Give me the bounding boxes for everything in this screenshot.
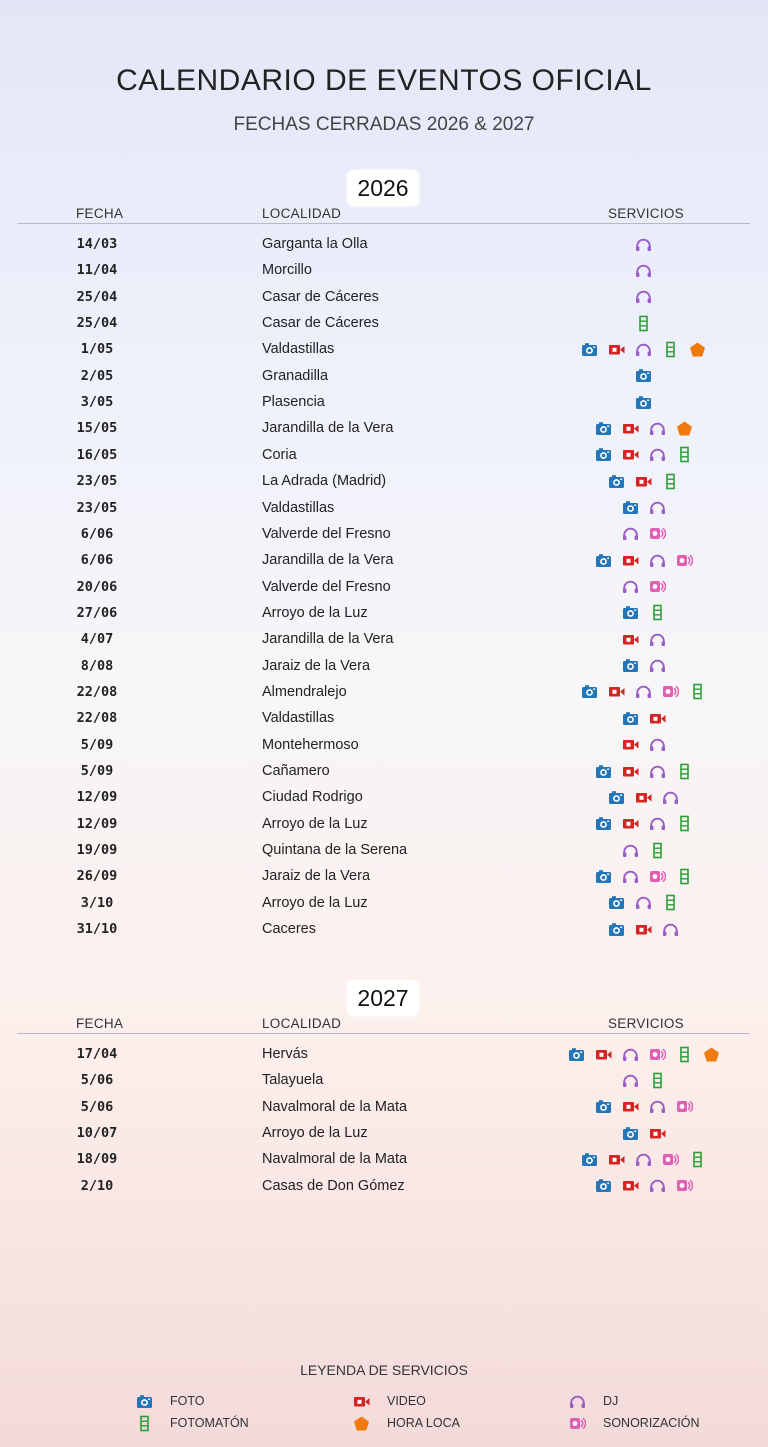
event-date: 23/05 <box>76 499 118 516</box>
event-row <box>0 496 768 522</box>
legend-label: SONORIZACIÓN <box>603 1416 700 1430</box>
event-row <box>0 469 768 495</box>
event-date: 5/06 <box>80 1072 114 1089</box>
camera-icon <box>581 341 598 358</box>
speaker-icon <box>649 1046 666 1063</box>
speaker-icon <box>676 1177 693 1194</box>
camera-icon <box>608 894 625 911</box>
headphones-icon <box>662 789 679 806</box>
legend-label: DJ <box>603 1394 619 1408</box>
event-services <box>540 761 747 781</box>
legend-label: FOTOMATÓN <box>170 1416 249 1430</box>
headphones-icon <box>649 1177 666 1194</box>
event-place: Jarandilla de la Vera <box>262 631 394 648</box>
event-services <box>540 313 747 333</box>
video-camera-icon <box>649 1125 666 1142</box>
event-place: Caceres <box>262 921 316 938</box>
event-services <box>540 498 747 518</box>
event-services <box>540 682 747 702</box>
headphones-icon <box>649 657 666 674</box>
event-row <box>0 680 768 706</box>
event-place: Valdastillas <box>262 710 335 727</box>
event-place: Valverde del Fresno <box>262 525 391 542</box>
event-place: Jaraiz de la Vera <box>262 657 371 674</box>
headphones-icon <box>662 921 679 938</box>
event-place: Talayuela <box>262 1072 324 1089</box>
video-camera-icon <box>622 420 639 437</box>
photo-strip-icon <box>649 1072 666 1089</box>
headphones-icon <box>622 1046 639 1063</box>
event-services <box>540 260 747 280</box>
photo-strip-icon <box>662 894 679 911</box>
pentagon-icon <box>689 341 706 358</box>
camera-icon <box>622 657 639 674</box>
event-row <box>0 733 768 759</box>
video-camera-icon <box>622 446 639 463</box>
video-camera-icon <box>353 1393 370 1410</box>
event-row <box>0 706 768 732</box>
headphones-icon <box>635 683 652 700</box>
event-place: Arroyo de la Luz <box>262 815 368 832</box>
camera-icon <box>595 1098 612 1115</box>
camera-icon <box>581 683 598 700</box>
event-date: 11/04 <box>76 262 118 279</box>
headphones-icon <box>622 842 639 859</box>
photo-strip-icon <box>635 315 652 332</box>
event-date: 12/09 <box>76 789 118 806</box>
event-services <box>540 524 747 544</box>
event-row <box>0 785 768 811</box>
photo-strip-icon <box>689 1151 706 1168</box>
headphones-icon <box>649 736 666 753</box>
event-place: Garganta la Olla <box>262 236 368 252</box>
column-header-fecha: FECHA <box>76 206 124 221</box>
camera-icon <box>595 868 612 885</box>
event-date: 23/05 <box>76 473 118 490</box>
event-row <box>0 416 768 442</box>
headphones-icon <box>635 262 652 279</box>
column-header-fecha: FECHA <box>76 1016 124 1031</box>
video-camera-icon <box>622 763 639 780</box>
speaker-icon <box>662 683 679 700</box>
event-place: La Adrada (Madrid) <box>262 473 387 490</box>
video-camera-icon <box>622 815 639 832</box>
event-services <box>540 392 747 412</box>
headphones-icon <box>649 499 666 516</box>
event-place: Morcillo <box>262 262 312 279</box>
event-date: 22/08 <box>76 710 118 727</box>
legend-label: VIDEO <box>387 1394 426 1408</box>
event-date: 27/06 <box>76 604 118 621</box>
event-date: 19/09 <box>76 842 118 859</box>
event-date: 16/05 <box>76 446 118 463</box>
event-place: Cañamero <box>262 763 330 779</box>
camera-icon <box>581 1151 598 1168</box>
event-date: 18/09 <box>76 1151 118 1168</box>
event-row <box>0 390 768 416</box>
event-services <box>540 893 747 913</box>
event-services <box>540 418 747 438</box>
headphones-icon <box>649 420 666 437</box>
video-camera-icon <box>622 552 639 569</box>
event-date: 31/10 <box>76 921 118 938</box>
event-place: Valdastillas <box>262 499 335 516</box>
photo-strip-icon <box>649 604 666 621</box>
event-row <box>0 258 768 284</box>
event-date: 25/04 <box>76 288 118 305</box>
event-date: 2/10 <box>80 1177 114 1194</box>
event-row <box>0 575 768 601</box>
event-row <box>0 232 768 258</box>
camera-icon <box>608 921 625 938</box>
event-services <box>540 840 747 860</box>
speaker-icon <box>649 578 666 595</box>
event-place: Montehermoso <box>262 736 359 753</box>
event-place: Arroyo de la Luz <box>262 604 368 621</box>
event-row <box>0 443 768 469</box>
event-place: Ciudad Rodrigo <box>262 789 363 806</box>
event-date: 17/04 <box>76 1046 118 1062</box>
speaker-icon <box>649 868 666 885</box>
event-services <box>540 366 747 386</box>
headphones-icon <box>635 341 652 358</box>
event-row <box>0 601 768 627</box>
event-date: 25/04 <box>76 315 118 332</box>
event-date: 2/05 <box>80 367 114 384</box>
speaker-icon <box>676 1098 693 1115</box>
event-place: Jarandilla de la Vera <box>262 420 394 437</box>
event-services <box>540 919 747 939</box>
event-place: Valdastillas <box>262 341 335 358</box>
event-date: 12/09 <box>76 815 118 832</box>
camera-icon <box>622 1125 639 1142</box>
headphones-icon <box>635 236 652 253</box>
event-row <box>0 917 768 943</box>
event-date: 15/05 <box>76 420 118 437</box>
event-date: 1/05 <box>80 341 114 358</box>
headphones-icon <box>622 525 639 542</box>
event-place: Almendralejo <box>262 683 347 700</box>
event-place: Arroyo de la Luz <box>262 894 368 911</box>
event-place: Granadilla <box>262 367 329 384</box>
event-row <box>0 1121 768 1147</box>
event-date: 6/06 <box>80 552 114 569</box>
legend-label: FOTO <box>170 1394 205 1408</box>
video-camera-icon <box>622 1177 639 1194</box>
event-place: Hervás <box>262 1046 308 1062</box>
event-services <box>540 1176 747 1196</box>
video-camera-icon <box>608 1151 625 1168</box>
video-camera-icon <box>635 789 652 806</box>
column-header-servicios: SERVICIOS <box>608 1016 684 1031</box>
event-place: Casas de Don Gómez <box>262 1177 405 1194</box>
event-row <box>0 1068 768 1094</box>
event-services <box>540 1044 747 1064</box>
pentagon-icon <box>703 1046 720 1063</box>
event-services <box>540 550 747 570</box>
event-row <box>0 285 768 311</box>
event-date: 4/07 <box>80 631 114 648</box>
event-services <box>540 287 747 307</box>
event-row <box>0 864 768 890</box>
event-date: 10/07 <box>76 1125 118 1142</box>
event-date: 6/06 <box>80 525 114 542</box>
event-date: 3/05 <box>80 394 114 411</box>
camera-icon <box>595 446 612 463</box>
headphones-icon <box>649 763 666 780</box>
legend-title: LEYENDA DE SERVICIOS <box>300 1362 468 1378</box>
camera-icon <box>595 552 612 569</box>
event-date: 20/06 <box>76 578 118 595</box>
camera-icon <box>595 763 612 780</box>
event-services <box>540 656 747 676</box>
event-place: Plasencia <box>262 394 325 411</box>
photo-strip-icon <box>676 868 693 885</box>
event-services <box>540 708 747 728</box>
event-row <box>0 364 768 390</box>
event-row <box>0 311 768 337</box>
event-place: Quintana de la Serena <box>262 842 408 859</box>
event-row <box>0 891 768 917</box>
headphones-icon <box>635 288 652 305</box>
event-place: Navalmoral de la Mata <box>262 1151 408 1168</box>
event-row <box>0 1095 768 1121</box>
event-services <box>540 234 747 254</box>
camera-icon <box>635 394 652 411</box>
event-row <box>0 337 768 363</box>
page-title: CALENDARIO DE EVENTOS OFICIAL <box>116 64 652 97</box>
speaker-icon <box>662 1151 679 1168</box>
event-date: 14/03 <box>76 236 118 252</box>
camera-icon <box>568 1046 585 1063</box>
video-camera-icon <box>635 921 652 938</box>
event-place: Navalmoral de la Mata <box>262 1098 408 1115</box>
speaker-icon <box>676 552 693 569</box>
event-place: Jarandilla de la Vera <box>262 552 394 569</box>
header-divider <box>17 223 750 224</box>
headphones-icon <box>569 1393 586 1410</box>
camera-icon <box>595 1177 612 1194</box>
video-camera-icon <box>608 683 625 700</box>
event-date: 5/06 <box>80 1098 114 1115</box>
event-services <box>540 445 747 465</box>
year-heading: 2027 <box>347 980 419 1016</box>
event-row <box>0 812 768 838</box>
video-camera-icon <box>635 473 652 490</box>
event-services <box>540 735 747 755</box>
photo-strip-icon <box>676 446 693 463</box>
headphones-icon <box>622 868 639 885</box>
speaker-icon <box>569 1415 586 1432</box>
camera-icon <box>595 815 612 832</box>
event-row <box>0 838 768 864</box>
event-row <box>0 1174 768 1200</box>
event-services <box>540 577 747 597</box>
headphones-icon <box>649 815 666 832</box>
video-camera-icon <box>622 631 639 648</box>
event-services <box>540 339 747 359</box>
video-camera-icon <box>595 1046 612 1063</box>
headphones-icon <box>622 1072 639 1089</box>
headphones-icon <box>649 1098 666 1115</box>
event-services <box>540 787 747 807</box>
video-camera-icon <box>622 736 639 753</box>
camera-icon <box>595 420 612 437</box>
photo-strip-icon <box>649 842 666 859</box>
event-services <box>540 603 747 623</box>
pentagon-icon <box>676 420 693 437</box>
video-camera-icon <box>649 710 666 727</box>
event-date: 26/09 <box>76 868 118 885</box>
camera-icon <box>622 604 639 621</box>
photo-strip-icon <box>689 683 706 700</box>
event-date: 8/08 <box>80 657 114 674</box>
headphones-icon <box>635 1151 652 1168</box>
event-place: Coria <box>262 446 297 463</box>
event-services <box>540 1123 747 1143</box>
event-services <box>540 1097 747 1117</box>
event-row <box>0 1042 768 1068</box>
event-date: 22/08 <box>76 683 118 700</box>
camera-icon <box>635 367 652 384</box>
event-row <box>0 759 768 785</box>
photo-strip-icon <box>136 1415 153 1432</box>
column-header-localidad: LOCALIDAD <box>262 206 342 221</box>
camera-icon <box>608 789 625 806</box>
event-services <box>540 814 747 834</box>
event-row <box>0 548 768 574</box>
event-services <box>540 629 747 649</box>
event-place: Jaraiz de la Vera <box>262 868 371 885</box>
event-row <box>0 522 768 548</box>
event-place: Casar de Cáceres <box>262 288 379 305</box>
year-heading: 2026 <box>347 170 419 206</box>
photo-strip-icon <box>676 763 693 780</box>
event-date: 5/09 <box>80 736 114 753</box>
photo-strip-icon <box>662 341 679 358</box>
event-services <box>540 1149 747 1169</box>
header-divider <box>17 1033 750 1034</box>
event-place: Casar de Cáceres <box>262 315 379 332</box>
camera-icon <box>608 473 625 490</box>
headphones-icon <box>622 578 639 595</box>
camera-icon <box>622 710 639 727</box>
event-place: Arroyo de la Luz <box>262 1125 368 1142</box>
event-place: Valverde del Fresno <box>262 578 391 595</box>
page-subtitle: FECHAS CERRADAS 2026 & 2027 <box>233 114 535 135</box>
legend-label: HORA LOCA <box>387 1416 460 1430</box>
photo-strip-icon <box>676 815 693 832</box>
video-camera-icon <box>608 341 625 358</box>
event-row <box>0 654 768 680</box>
headphones-icon <box>649 631 666 648</box>
camera-icon <box>622 499 639 516</box>
headphones-icon <box>649 446 666 463</box>
event-row <box>0 627 768 653</box>
photo-strip-icon <box>676 1046 693 1063</box>
event-date: 5/09 <box>80 763 114 779</box>
camera-icon <box>136 1393 153 1410</box>
column-header-localidad: LOCALIDAD <box>262 1016 342 1031</box>
pentagon-icon <box>353 1415 370 1432</box>
event-services <box>540 1070 747 1090</box>
speaker-icon <box>649 525 666 542</box>
headphones-icon <box>649 552 666 569</box>
headphones-icon <box>635 894 652 911</box>
event-date: 3/10 <box>80 894 114 911</box>
event-services <box>540 471 747 491</box>
column-header-servicios: SERVICIOS <box>608 206 684 221</box>
event-row <box>0 1147 768 1173</box>
photo-strip-icon <box>662 473 679 490</box>
video-camera-icon <box>622 1098 639 1115</box>
event-services <box>540 866 747 886</box>
